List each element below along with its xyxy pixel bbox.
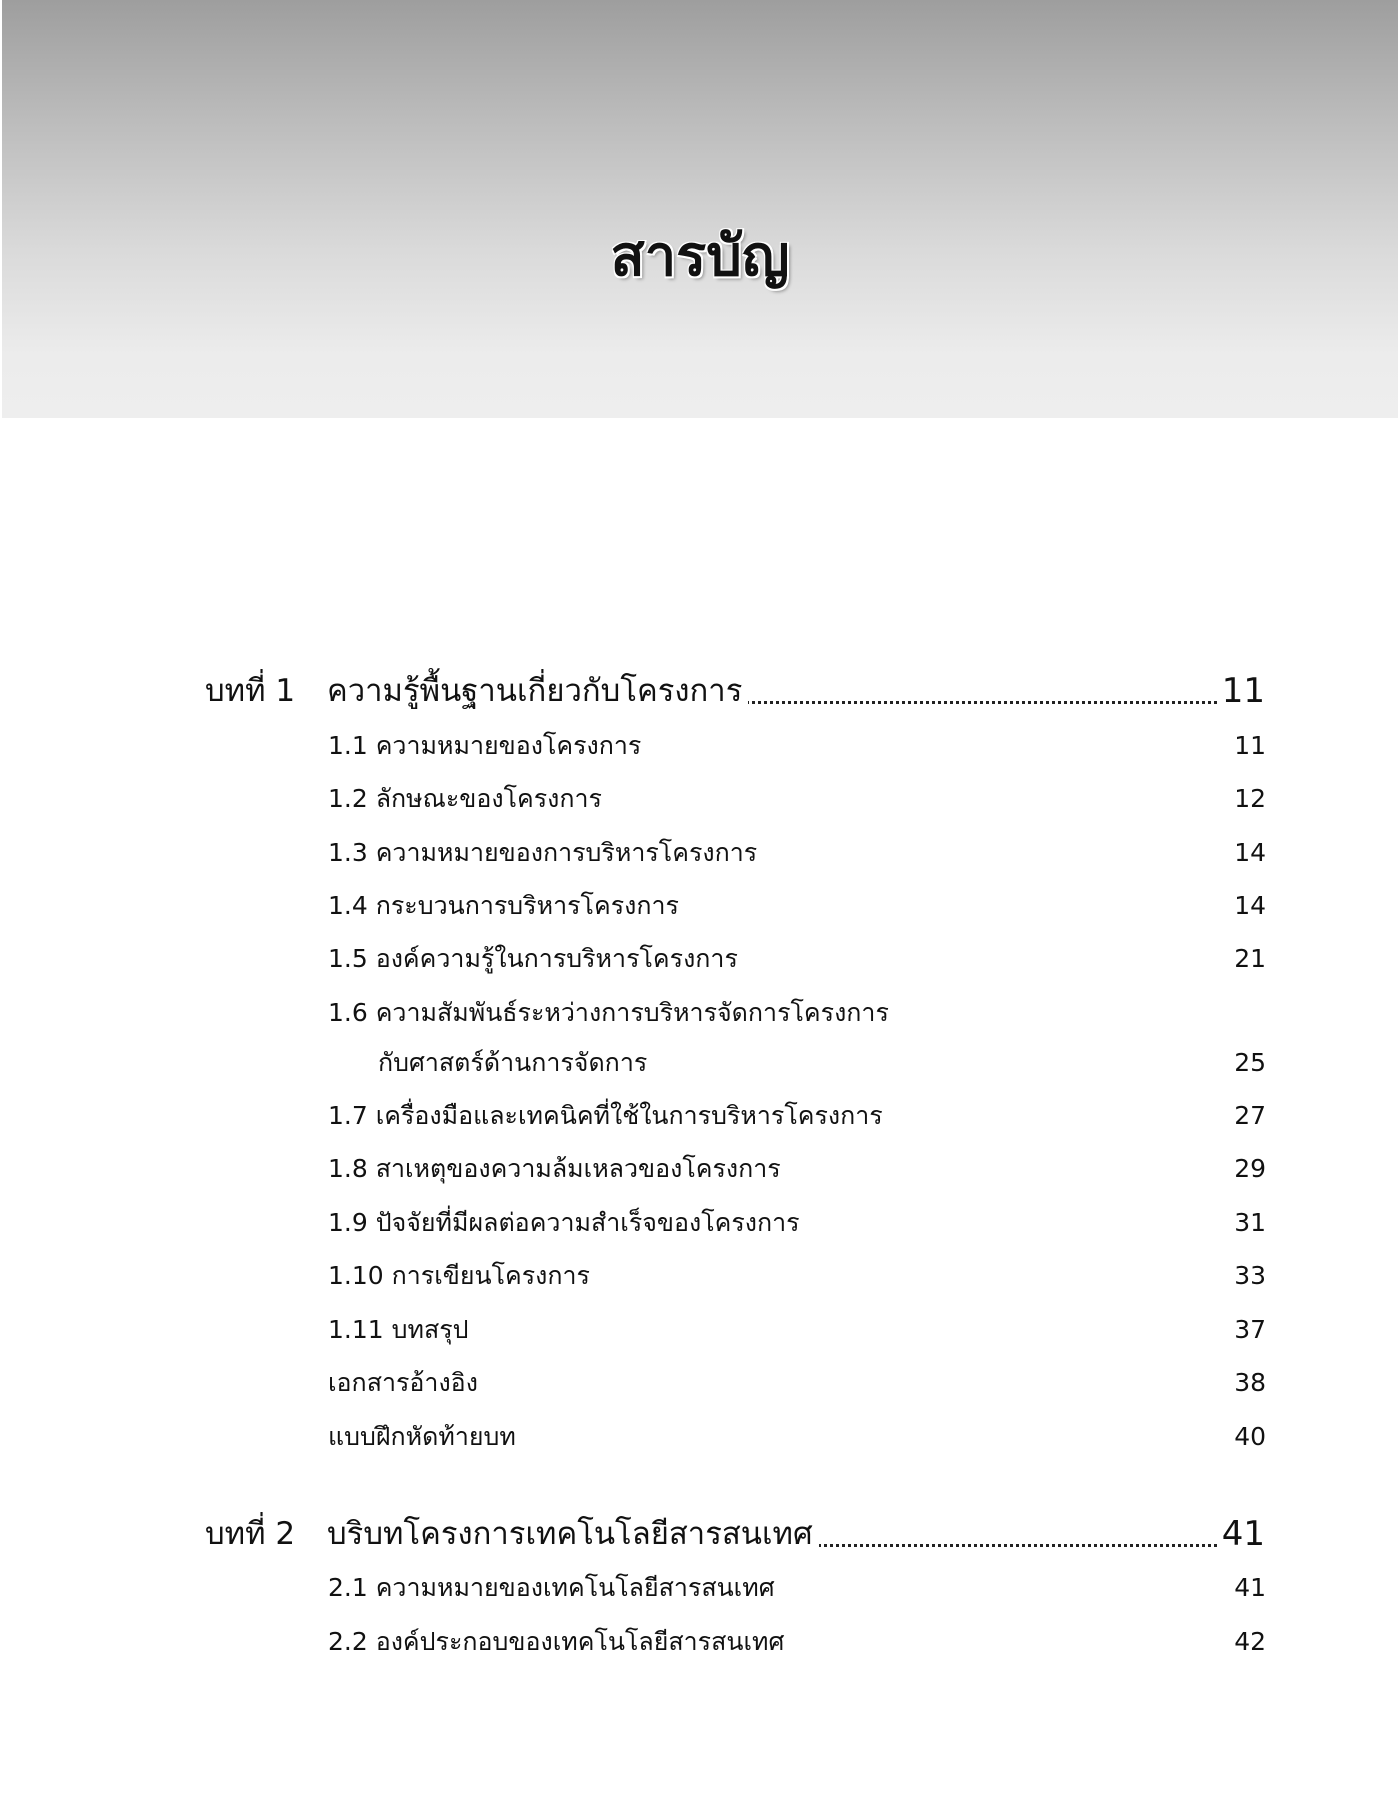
toc-entry[interactable] — [328, 996, 1266, 1080]
toc-entry[interactable] — [328, 1206, 1266, 1240]
entry-page-number: 33 — [1234, 1261, 1266, 1290]
chapter-page-number: 41 — [1221, 1514, 1265, 1554]
chapter-title: บริบทโครงการเทคโนโลยีสารสนเทศ — [327, 1509, 819, 1559]
toc-entry[interactable] — [328, 1420, 1266, 1454]
entry-page-number: 12 — [1234, 784, 1266, 813]
toc-entry[interactable] — [328, 1099, 1266, 1133]
entry-page-number: 40 — [1234, 1422, 1266, 1451]
toc-entry[interactable] — [328, 836, 1266, 870]
entry-page-number: 37 — [1234, 1315, 1266, 1344]
entry-page-number: 21 — [1234, 944, 1266, 973]
entry-title: 1.8 สาเหตุของความล้มเหลวของโครงการ — [328, 1154, 781, 1183]
entry-page-number: 29 — [1234, 1154, 1266, 1183]
entry-page-number: 14 — [1234, 891, 1266, 920]
entry-page-number: 11 — [1234, 731, 1266, 760]
entry-title: 1.7 เครื่องมือและเทคนิคที่ใช้ในการบริหารโครงการ — [328, 1101, 883, 1130]
toc-entry[interactable] — [328, 1152, 1266, 1186]
entry-title: 1.5 องค์ความรู้ในการบริหารโครงการ — [328, 944, 738, 973]
entry-page-number: 38 — [1234, 1368, 1266, 1397]
entry-title: แบบฝึกหัดท้ายบท — [328, 1422, 516, 1451]
chapter-page-number: 11 — [1221, 671, 1265, 711]
entry-page-number: 27 — [1234, 1101, 1266, 1130]
chapter-label: บทที่ 2 — [205, 1516, 296, 1552]
entry-page-number: 41 — [1234, 1573, 1266, 1602]
entry-title: 1.4 กระบวนการบริหารโครงการ — [328, 891, 679, 920]
toc-entry[interactable] — [328, 942, 1266, 976]
entry-page-number: 25 — [1234, 1048, 1266, 1077]
chapter-heading[interactable] — [205, 666, 1265, 716]
toc-entry[interactable] — [328, 1313, 1266, 1347]
entry-title: 1.6 ความสัมพันธ์ระหว่างการบริหารจัดการโครงการ — [328, 998, 889, 1027]
entry-title: 1.2 ลักษณะของโครงการ — [328, 784, 602, 813]
chapter-label: บทที่ 1 — [205, 673, 296, 709]
entry-title: 2.2 องค์ประกอบของเทคโนโลยีสารสนเทศ — [328, 1627, 785, 1656]
toc-entry[interactable] — [328, 1625, 1266, 1659]
chapter-title: ความรู้พื้นฐานเกี่ยวกับโครงการ — [327, 666, 748, 716]
chapter-heading[interactable] — [205, 1509, 1265, 1559]
entry-title: 1.10 การเขียนโครงการ — [328, 1261, 590, 1290]
title-banner — [2, 0, 1398, 418]
toc-entry[interactable] — [328, 889, 1266, 923]
entry-page-number: 31 — [1234, 1208, 1266, 1237]
toc-entry[interactable] — [328, 729, 1266, 763]
entry-title: 1.9 ปัจจัยที่มีผลต่อความสำเร็จของโครงการ — [328, 1208, 800, 1237]
entry-page-number: 42 — [1234, 1627, 1266, 1656]
entry-title: 2.1 ความหมายของเทคโนโลยีสารสนเทศ — [328, 1573, 775, 1602]
entry-title: 1.1 ความหมายของโครงการ — [328, 731, 642, 760]
entry-title: 1.3 ความหมายของการบริหารโครงการ — [328, 838, 758, 867]
entry-title-continuation: กับศาสตร์ด้านการจัดการ — [378, 1048, 648, 1077]
page-title: สารบัญ — [610, 224, 790, 289]
entry-title: 1.11 บทสรุป — [328, 1315, 469, 1344]
toc-entry[interactable] — [328, 782, 1266, 816]
toc-entry[interactable] — [328, 1259, 1266, 1293]
entry-page-number: 14 — [1234, 838, 1266, 867]
toc-entry[interactable] — [328, 1366, 1266, 1400]
toc-entry[interactable] — [328, 1571, 1266, 1605]
entry-title: เอกสารอ้างอิง — [328, 1368, 478, 1397]
